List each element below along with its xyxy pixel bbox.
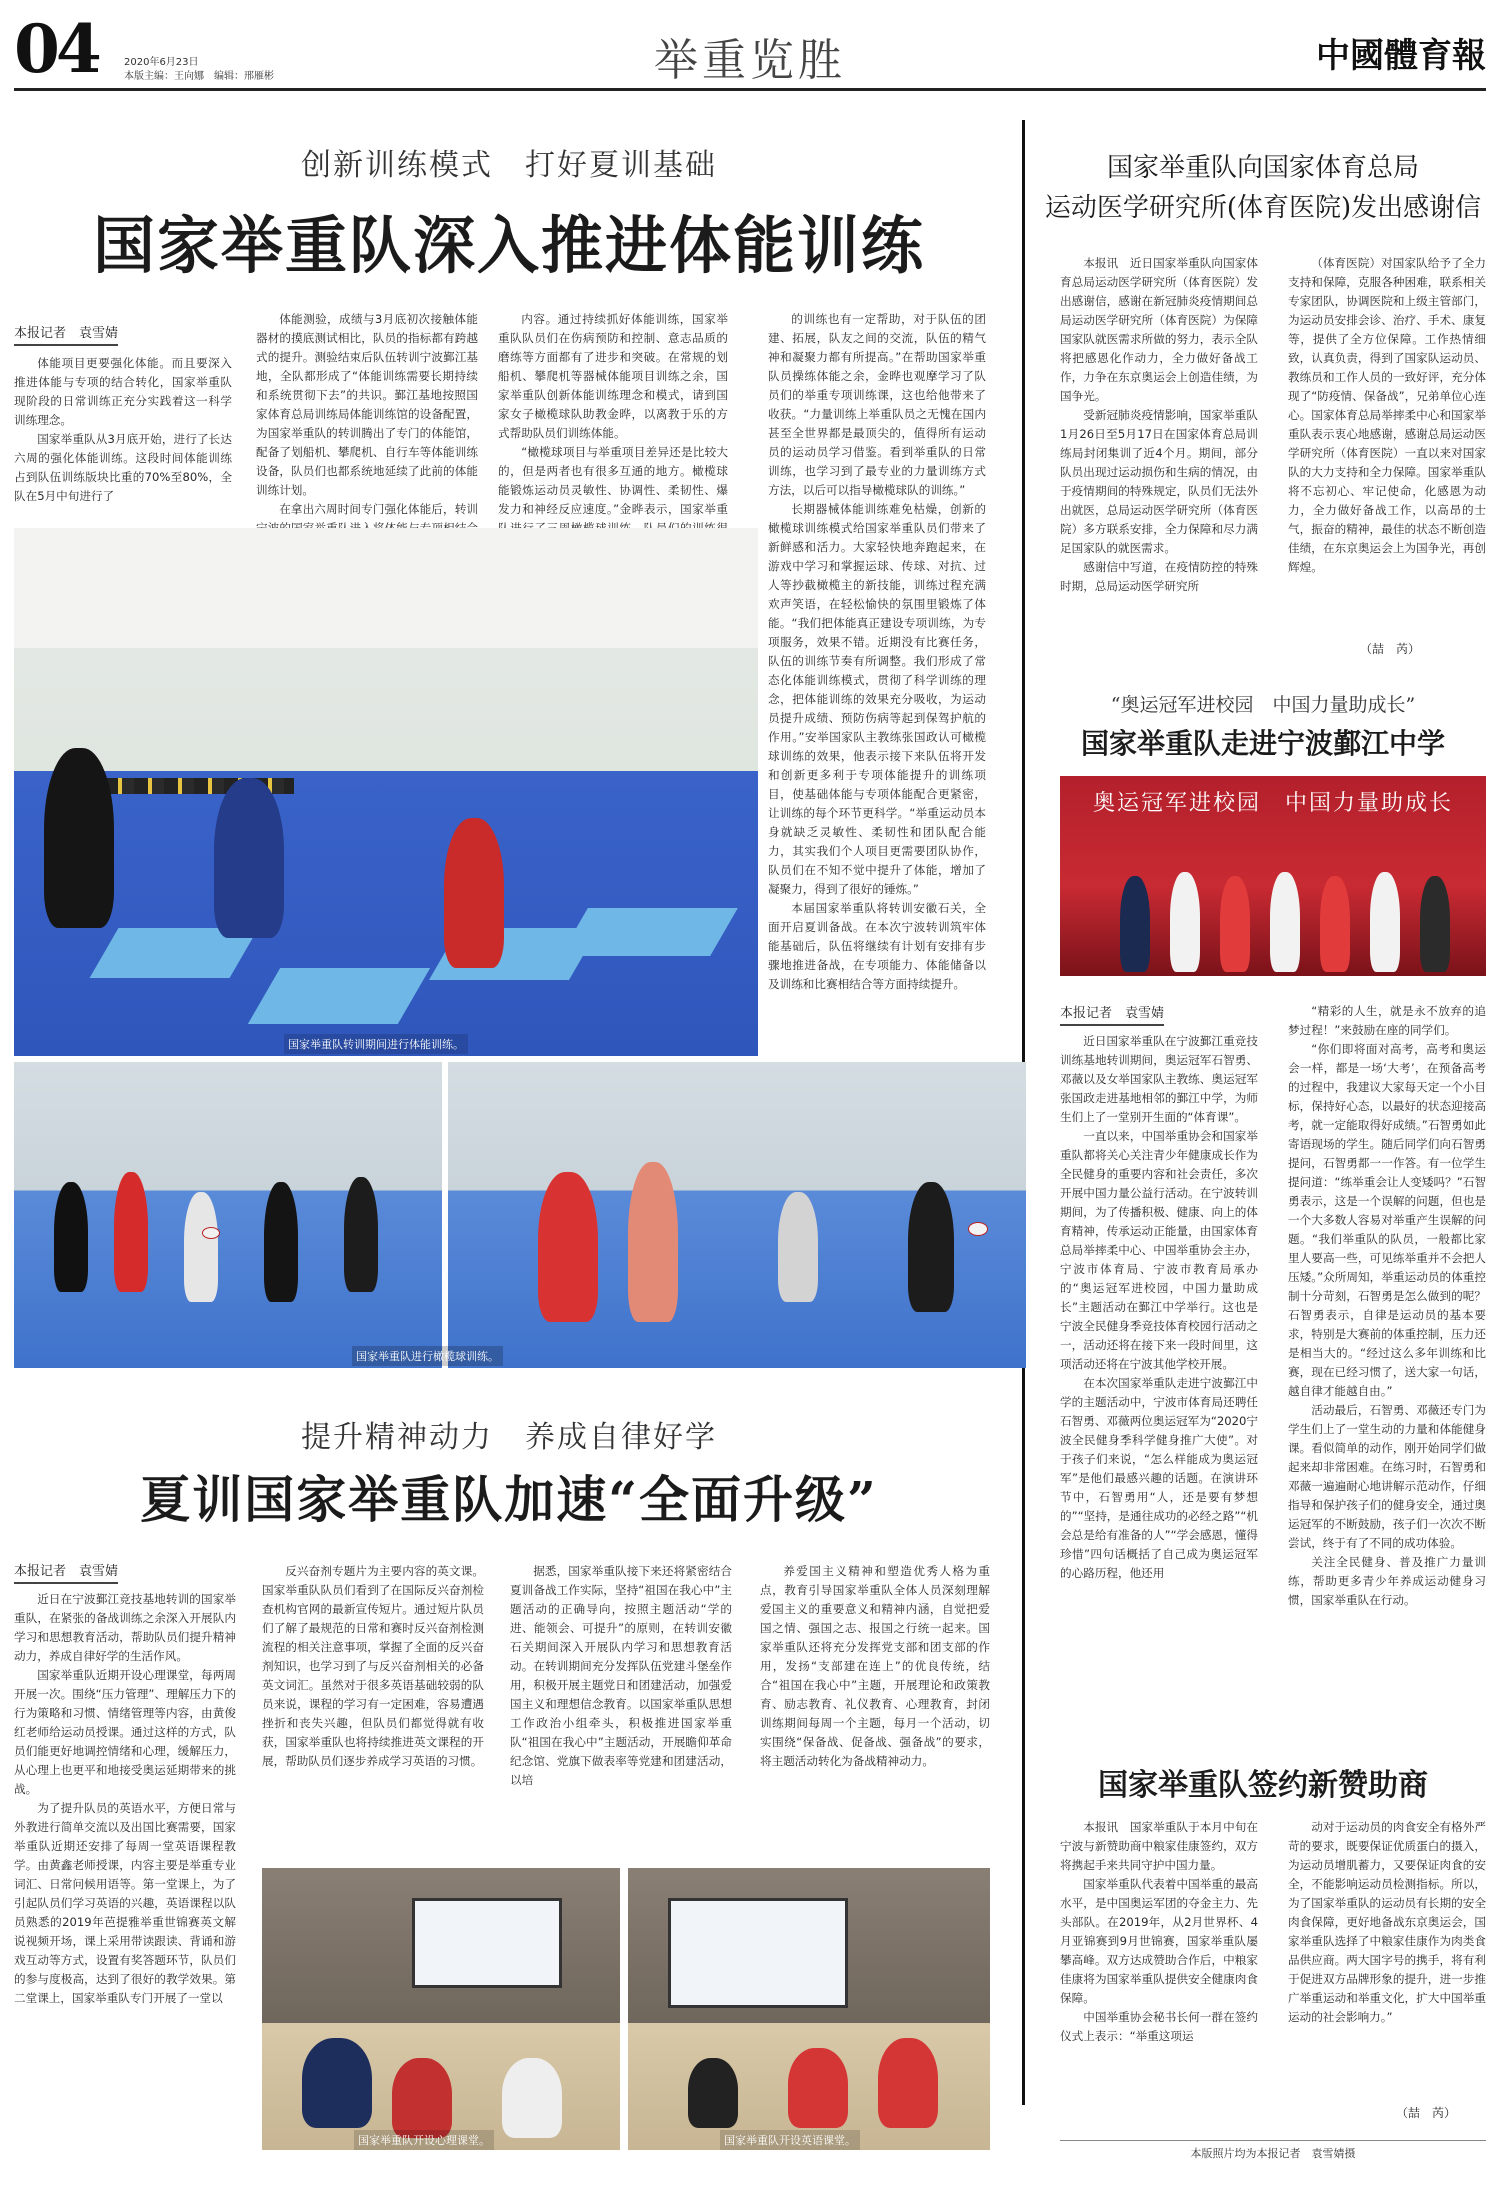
student-figure [688, 2058, 738, 2128]
article4-headline: 国家举重队走进宁波鄞江中学 [1080, 727, 1445, 760]
athlete-figure [44, 748, 114, 928]
student-figure [302, 2038, 372, 2128]
article5-headline: 国家举重队签约新赞助商 [1098, 1768, 1428, 1803]
athlete-figure [184, 1192, 218, 1302]
article2-byline: 本报记者 袁雪婧 [14, 1560, 118, 1584]
article2-headline: 夏训国家举重队加速“全面升级” [140, 1470, 878, 1529]
article1-byline: 本报记者 袁雪婧 [14, 322, 118, 346]
article2-kicker: 提升精神动力 养成自律好学 [301, 1420, 717, 1455]
newspaper-masthead: 中國體育報 [1316, 36, 1486, 76]
article1-column-2: 体能测验，成绩与3月底初次接触体能器材的摸底测试相比，队员的指标都有跨越式的提升。测验结束后队伍转训宁波鄞江基地，全队都形成了“体能训练需要长期持续和系统贯彻下去”的共识。鄞江基地按照国家体育总局训练局体能训练馆的设备配置，为国家举重队的转训腾出了专门的体能馆，配备了划船机、攀爬机、自行车等体能训练设备，队员们也都系统地延续了此前的体能训练计划。 在拿出六周时间专门强化体能后，转训 [256, 312, 478, 516]
article5-column-2: 动对于运动员的肉食安全有格外严苛的要求，既要保证优质蛋白的摄入，为运动员增肌蓄力，又要保证肉食的安全，不能影响运动员检测指标。所以，为了国家举重队的运动员有长期的安全肉食保障，更好地备战东京奥运会，国家举重队选择了中粮家佳康作为肉类食品供应商。两大国字号的携手，将有利于促进双方品牌形象的提升，进一步推广举重运动和举重文化，扩大中国举重运动的社会影响力。” [1288, 1820, 1486, 2024]
student-figure [502, 2058, 562, 2138]
article4-byline: 本报记者 袁雪婧 [1060, 1002, 1164, 1026]
rugby-ball [202, 1227, 220, 1239]
page-header [14, 10, 1486, 88]
photo-credit-note: 本版照片均为本报记者 袁雪婧摄 [1060, 2140, 1486, 2161]
event-banner-text: 奥运冠军进校园 中国力量助成长 [1092, 791, 1453, 816]
student-figure [392, 2058, 452, 2138]
student-figure [788, 2048, 848, 2128]
presentation-screen [412, 1898, 562, 1988]
athlete-figure [54, 1182, 88, 1292]
article3-signoff: （喆 芮） [1360, 642, 1421, 656]
person-figure [1320, 876, 1350, 972]
athlete-figure [908, 1182, 954, 1312]
athlete-figure [264, 1182, 298, 1302]
student-figure [878, 2038, 938, 2128]
header-rule [14, 88, 1486, 91]
athlete-figure [214, 778, 284, 938]
header-meta [124, 56, 274, 84]
athlete-figure [778, 1192, 818, 1302]
editor-credits: 本版主编：王向娜 编辑：邢雁彬 [124, 71, 274, 82]
photo-rugby-training-right [448, 1062, 1026, 1368]
article1-column-4: 的训练也有一定帮助，对于队伍的团建、拓展，队友之间的交流，队伍的精气神和凝聚力都有所提高。”在帮助国家举重队员操练体能之余，金晔也观摩学习了队员们的举重专项训练课，这也给他带来了收获。“力量训练上举重队员之无愧在国内甚至全世界都是最顶尖的，值得所有运动员的运动员学习借鉴。看到举重队的日常训练，也学习到了最专业的力量训练方式方法，以后可以指导橄榄球队的训练。” 长期器械体能训练难免枯燥，创新的橄榄球训练模式给国家举重队员们带来了新鲜感和活力。大家轻快地奔跑起来，在游戏中学习和掌握运球、传球、对抗、过人等抄截橄榄主的新技能，训练过程充满欢声笑语，在轻松愉快的氛围里锻炼了体能。“我们把体能真正建设专项训练，为专项服务，效果不错。近期没有比赛任务，队伍的训练节奏有所调整。我们形成了常态化体能训练模式，贯彻了科学训练的理念，把体能训练的效果充分吸收，为运动员提升成绩、预防伤病等起到保驾护航的作用。”安举国家队主教练张国政认可橄榄球训练的效果，他表示接下来队伍将开发和创新更多利于专项体能提升的训练项目，使基础体能与专项体能配合更紧密，让训练的每个环节更科学。“举重运动员本身就缺乏灵敏性、柔韧性和团队配合能力，其实我们个人项目更需要团队协作，队员们在不知不觉中提升了体能，增加了凝聚力，得到了很好的锤炼。” 本届国家举重队将转训安徽石关，全面开启夏训备战。在本次宁波转训筑牢体能基础后，队伍将继续有计划有安排有步骤地推进备战，在专项能力、体能储备以及训练和比赛相结合等方面持续提升。 [768, 312, 986, 991]
page-number: 04 [14, 10, 98, 88]
photo2-caption: 国家举重队进行橄榄球训练。 [352, 1346, 503, 1366]
article1-column-1: 体能项目更要强化体能。而且要深入推进体能与专项的结合转化，国家举重队现阶段的日常训练正充分实践着这一科学训练理念。 国家举重队从3月底开始，进行了长达六周的强化体能训练。这段时间体能训练占到队伍训练版块比重的70%至80%，全队在5月中旬进行了 [14, 356, 232, 503]
rugby-ball [968, 1222, 988, 1236]
person-figure [1420, 876, 1450, 972]
person-figure [1370, 872, 1400, 972]
article2-column-4: 养爱国主义精神和塑造优秀人格为重点，教育引导国家举重队全体人员深刻理解爱国主义的重要意义和精神内涵，自觉把爱国之情、强国之志、报国之行统一起来。国家举重队还将充分发挥党支部和团支部的作用，发扬“支部建在连上”的优良传统，结合“祖国在我心中”主题，开展理论和政策教育、励志教育、礼仪教育、心理教育，封闭训练期间每周一个主题，每月一个活动，切实围绕“保备战、促备战、强备战”的要求，将主题活动转化为备战精神动力。 [760, 1564, 990, 1768]
article5-signoff: （喆 芮） [1396, 2106, 1457, 2120]
article3-column-2: （体育医院）对国家队给予了全力支持和保障，克服各种困难，联系相关专家团队，协调医院和上级主管部门，为运动员安排会诊、治疗、手术、康复等，提供了全方位保障。工作热情细致，认真负责，得到了国家队运动员、教练员和工作人员的一致好评，充分体现了“防疫情、保备战”，兄弟单位心连心。国家体育总局举摔柔中心和国家举重队表示衷心地感谢，感谢总局运动医学研究所（体育医院）一直以来对国家队的大力支持和全力保障。国家举重队将不忘初心、牢记使命，化感恩为动力，全力做好备战工作，以高昂的士气，振奋的精神，最佳的状态不断创造佳绩，在东京奥运会上为国争光，再创辉煌。 [1288, 256, 1486, 574]
article4-column-2: “精彩的人生，就是永不放弃的追梦过程！”来鼓励在座的同学们。 “你们即将面对高考，高考和奥运会一样，都是一场‘大考’，在预备高考的过程中，我建议大家每天定一个小目标，保持好心态，以最好的状态迎接高考，就一定能取得好成绩。”石智勇如此寄语现场的学生。随后同学们向石智勇提问，石智勇都一一作答。有一位学生提问道：“练举重会让人变矮吗？”石智勇表示，这是一个误解的问题，但也是一个大多数人容易对举重产生误解的问题。“我们举重队的队员，一般都比家里人要高一些，可见练举重并不会把人压矮。”众所周知，举重运动员的体重控制十分苛刻，石智勇是怎么做到的呢？石智勇表示，自律是运动员的基本要求，特别是大赛前的体重控制，压力还是相当大的。“经过这么多年训练和比赛，现在已经习惯了，送大家一句话，越自律才能越自由。” 活动最后，石智勇、邓薇还专门为学生们上了一堂生动的力量和体能健身课。看似简单的动作，刚开始同学们做起来却非常困难。在练习时，石智勇和邓薇一遍遍耐心地讲解示范动作，仔细指导和保护孩子们的健身安全，通过奥运冠军的不断鼓励，孩子们一次次不断尝试，终于有了不同的成功体验。 关注全民健身、普及推广力量训练，帮助更多青少年养成运动健身习惯，国家举重队在行动。 [1288, 1004, 1486, 1607]
person-figure [1170, 872, 1200, 972]
photo-rugby-training-left [14, 1062, 442, 1368]
article5-column-1: 本报讯 国家举重队于本月中旬在宁波与新赞助商中粮家佳康签约，双方将携起手来共同守护中国力量。 国家举重队代表着中国举重的最高水平，是中国奥运军团的夺金主力、先头部队。在2019年，从2月世界杯、4月亚锦赛到9月世锦赛，国家举重队屡攀高峰。双方达成赞助合作后，中粮家佳康将为国家举重队提供安全健康肉食保障。 中国举重协会秘书长何一群在签约仪式上表示：“举重这项运 [1060, 1820, 1258, 2043]
article3-headline: 国家举重队向国家体育总局 运动医学研究所(体育医院)发出感谢信 [1044, 153, 1482, 223]
article4-column-1: 近日国家举重队在宁波鄞江重竞技训练基地转训期间，奥运冠军石智勇、邓薇以及女举国家队主教练、奥运冠军张国政走进基地相邻的鄞江中学，为师生们上了一堂别开生面的“体育课”。 一直以来，中国举重协会和国家举重队都将关心关注青少年健康成长作为全民健身的重要内容和社会责任，多次开展中国力量公益行活动。在宁波转训期间，为了传播积极、健康、向上的体育精神，传承运动正能量，由国家体育总局举摔柔中心、中国举重协会主办，宁波市体育局、宁波市教育局承办的“奥运冠军进校园，中国力量助成长”主题活动在鄞江中学举行。这也是宁波全民健身季竞技体育校园行活动之一，活动还将在接下来一段时间里，这项活动还将在宁波其他学校开展。 在本次国家举重队走进宁波鄞江中学的主题活动中，宁波市体育局还聘任石智勇、邓薇两位奥运冠军为“2020宁波全民健身季科学健身推广大使”。对于孩子们来说，“怎么样能成为奥运冠军”是他们最感兴趣的话题。在演讲环节中，石智勇用“人，还是要有梦想的”“坚持，是通往成功的必经之路”“机会总是给有准备的人”“学会感恩，懂得珍惜”四句话概括了自己成为奥运冠军的心路历程，他还用 [1060, 1034, 1258, 1580]
photo4-caption: 国家举重队开设英语课堂。 [720, 2130, 860, 2150]
article3-column-1: 本报讯 近日国家举重队向国家体育总局运动医学研究所（体育医院）发出感谢信，感谢在新冠肺炎疫情期间总局运动医学研究所（体育医院）为保障国家队就医需求所做的努力，表示全队将把感恩化作动力，全力做好备战工作，力争在东京奥运会上创造佳绩，为国争光。 受新冠肺炎疫情影响，国家举重队1月26日至5月17日在国家体育总局训练局封闭集训了近4个月。期间，部分队员出现过运动损伤和生病的情况，由于疫情期间的特殊规定，队员们无法外出就医，总局运动医学研究所（体育医院）多方联系安排，全力保障和尽力满足国家队的就医需求。 感谢信中写道，在疫情防控的特殊时期，总局运动医学研究所 [1060, 256, 1258, 593]
person-figure [1270, 872, 1300, 972]
photo3-caption: 国家举重队开设心理课堂。 [354, 2130, 494, 2150]
issue-date: 2020年6月23日 [124, 57, 199, 68]
article4-kicker: “奥运冠军进校园 中国力量助成长” [1110, 694, 1416, 716]
article2-column-1: 近日在宁波鄞江竞技基地转训的国家举重队，在紧张的备战训练之余深入开展队内学习和思想教育活动，帮助队员们提升精神动力，养成自律好学的生活作风。 国家举重队近期开设心理课堂，每两周开展一次。围绕“压力管理”、理解压力下的行为策略和习惯、情绪管理等内容，由黄俊红老师给运动员授课。通过这样的方式，队员们能更好地调控情绪和心理，缓解压力，从心理上也更平和地接受奥运延期带来的挑战。 为了提升队员的英语水平，方便日常与外教进行简单交流以及出国比赛需要，国家举重队近期还安排了每周一堂英语课程教学。由黄鑫老师授课，内容主要是举重专业词汇、日常问候用语等。第一堂课上，为了引起队员们学习英语的兴趣，英语课程以队员熟悉的2019年芭提雅举重世锦赛英文解说视频开场，课上采用带读跟读、背诵和游戏互动等方式，设置有奖答题环节，队员们的参与度极高，达到了很好的教学效果。第二堂课上，国家举重队专门开展了一堂以 [14, 1592, 236, 2005]
photo-fitness-training [14, 528, 758, 1056]
article1-headline: 国家举重队深入推进体能训练 [92, 209, 925, 282]
photo-english-class [628, 1868, 990, 2150]
athlete-figure [444, 818, 504, 968]
article1-kicker: 创新训练模式 打好夏训基础 [301, 148, 717, 183]
article2-column-2: 反兴奋剂专题片为主要内容的英文课。国家举重队队员们看到了在国际反兴奋剂检查机构官网的最新宣传短片。通过短片队员们了解了最规范的日常和赛时反兴奋剂检测流程的相关注意事项，掌握了全面的反兴奋剂知识，也学习到了与反兴奋剂相关的必备英文词汇。虽然对于很多英语基础较弱的队员来说，课程的学习有一定困难，容易遭遇挫折和丧失兴趣，但队员们都觉得就有收获，国家举重队也将持续推进英文课程的开展，帮助队员们逐步养成学习英语的习惯。 [262, 1564, 484, 1768]
presentation-screen [668, 1898, 848, 2008]
person-figure [1220, 876, 1250, 972]
athlete-figure [344, 1177, 378, 1292]
athlete-figure [628, 1162, 678, 1322]
article1-column-3: 内容。通过持续抓好体能训练，国家举重队队员们在伤病预防和控制、意志品质的磨练等方面都有了进步和突破。在常规的划船机、攀爬机等器械体能项目训练之余，国家举重队创新体能训练理念和模式，请到国家女子橄榄球队助教金晔，以离教于乐的方式帮助队员们训练体能。 “橄榄球项目与举重项目差异还是比较大的，但是两者也有很多互通的地方。橄榄球能锻炼运动员灵敏性、协调性、柔韧性、爆发力和神经反应速度。”金晔表示，国家举重 [498, 312, 728, 516]
photo-psychology-class [262, 1868, 620, 2150]
section-title: 举重览胜 [654, 35, 846, 86]
person-figure [1120, 876, 1150, 972]
article2-column-3: 据悉，国家举重队接下来还将紧密结合夏训备战工作实际，坚持“祖国在我心中”主题活动的正确导向，按照主题活动“学的进、能领会、可提升”的原则，在转训安徽石关期间深入开展队内学习和思想教育活动。在转训期间充分发挥队伍党建斗堡垒作用，积极开展主题党日和团建活动，加强爱国主义和理想信念教育。以国家举重队思想工作政治小组牵头，积极推进国家举重队“祖国在我心中”主题活动，开展瞻仰革命纪念馆、党旗下做表率等党建和团建活动，以培 [510, 1564, 732, 1787]
athlete-figure [114, 1172, 148, 1292]
gym-wall [14, 528, 758, 648]
photo1-caption: 国家举重队转训期间进行体能训练。 [284, 1034, 468, 1054]
photo-school-visit [1060, 776, 1486, 976]
athlete-figure [538, 1172, 598, 1322]
